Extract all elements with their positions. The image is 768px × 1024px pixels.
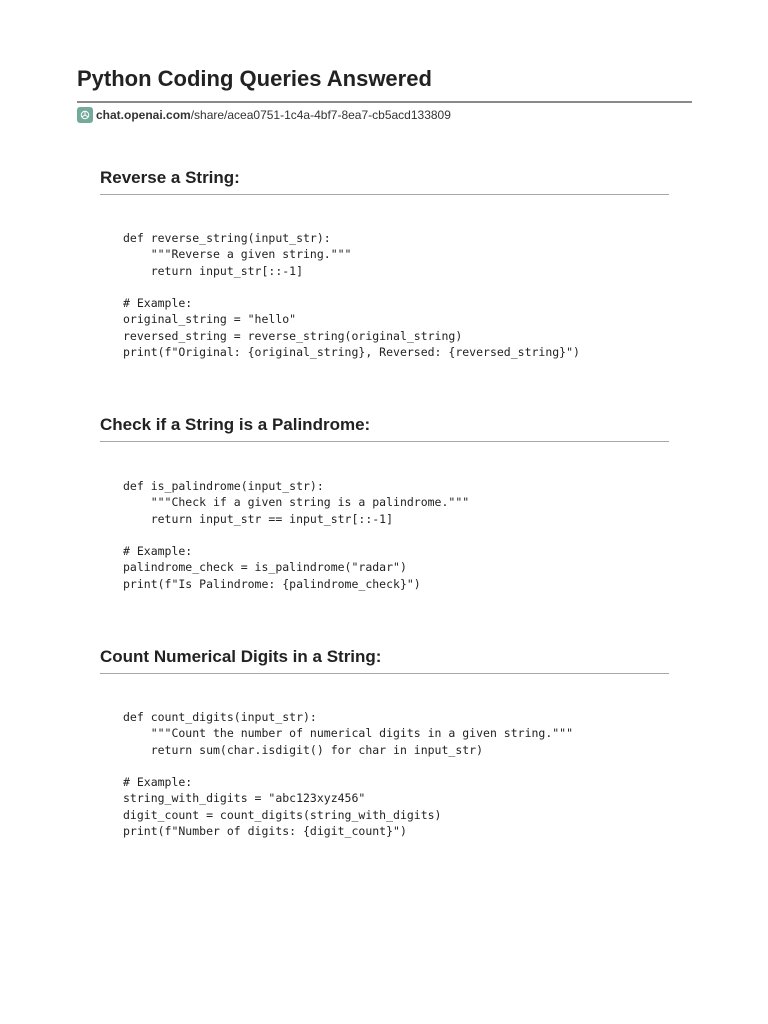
section-heading-count-digits: Count Numerical Digits in a String: xyxy=(100,647,382,666)
source-domain: chat.openai.com xyxy=(96,108,191,122)
source-path: /share/acea0751-1c4a-4bf7-8ea7-cb5acd133809 xyxy=(190,108,451,122)
code-block-reverse-string xyxy=(123,230,683,360)
code-line: print(f"Original: {original_string}, Reversed: {reversed_string}") xyxy=(123,345,580,360)
code-line: def reverse_string(input_str): xyxy=(123,231,331,245)
code-line: # Example: xyxy=(123,296,193,311)
code-line: return sum(char.isdigit() for char in input_str) xyxy=(123,742,484,757)
code-line: def count_digits(input_str): xyxy=(123,710,317,724)
code-line: """Check if a given string is a palindrome.""" xyxy=(123,495,470,510)
code-line: reversed_string = reverse_string(original_string) xyxy=(123,328,463,343)
code-line: print(f"Is Palindrome: {palindrome_check}") xyxy=(123,576,421,591)
section-divider xyxy=(100,441,669,442)
openai-logo-icon xyxy=(77,107,93,123)
code-line: # Example: xyxy=(123,775,193,790)
page-title: Python Coding Queries Answered xyxy=(77,66,432,91)
code-line: def is_palindrome(input_str): xyxy=(123,479,324,493)
code-line-blank xyxy=(123,527,683,543)
title-divider xyxy=(77,101,692,103)
code-line: print(f"Number of digits: {digit_count}") xyxy=(123,824,407,839)
code-line: palindrome_check = is_palindrome("radar") xyxy=(123,560,407,575)
code-line: """Reverse a given string.""" xyxy=(123,247,352,262)
code-line: original_string = "hello" xyxy=(123,312,297,327)
code-line: """Count the number of numerical digits in a given string.""" xyxy=(123,726,574,741)
code-line-blank xyxy=(123,279,683,295)
code-block-palindrome xyxy=(123,478,683,592)
code-line: return input_str == input_str[::-1] xyxy=(123,511,394,526)
code-line: # Example: xyxy=(123,544,193,559)
section-divider xyxy=(100,673,669,674)
code-line: string_with_digits = "abc123xyz456" xyxy=(123,791,366,806)
section-divider xyxy=(100,194,669,195)
section-heading-reverse-string: Reverse a String: xyxy=(100,168,240,187)
code-block-count-digits xyxy=(123,709,683,839)
code-line-blank xyxy=(123,758,683,774)
code-line: digit_count = count_digits(string_with_digits) xyxy=(123,807,442,822)
code-line: return input_str[::-1] xyxy=(123,263,304,278)
section-heading-palindrome: Check if a String is a Palindrome: xyxy=(100,415,371,434)
source-link[interactable] xyxy=(77,106,451,124)
